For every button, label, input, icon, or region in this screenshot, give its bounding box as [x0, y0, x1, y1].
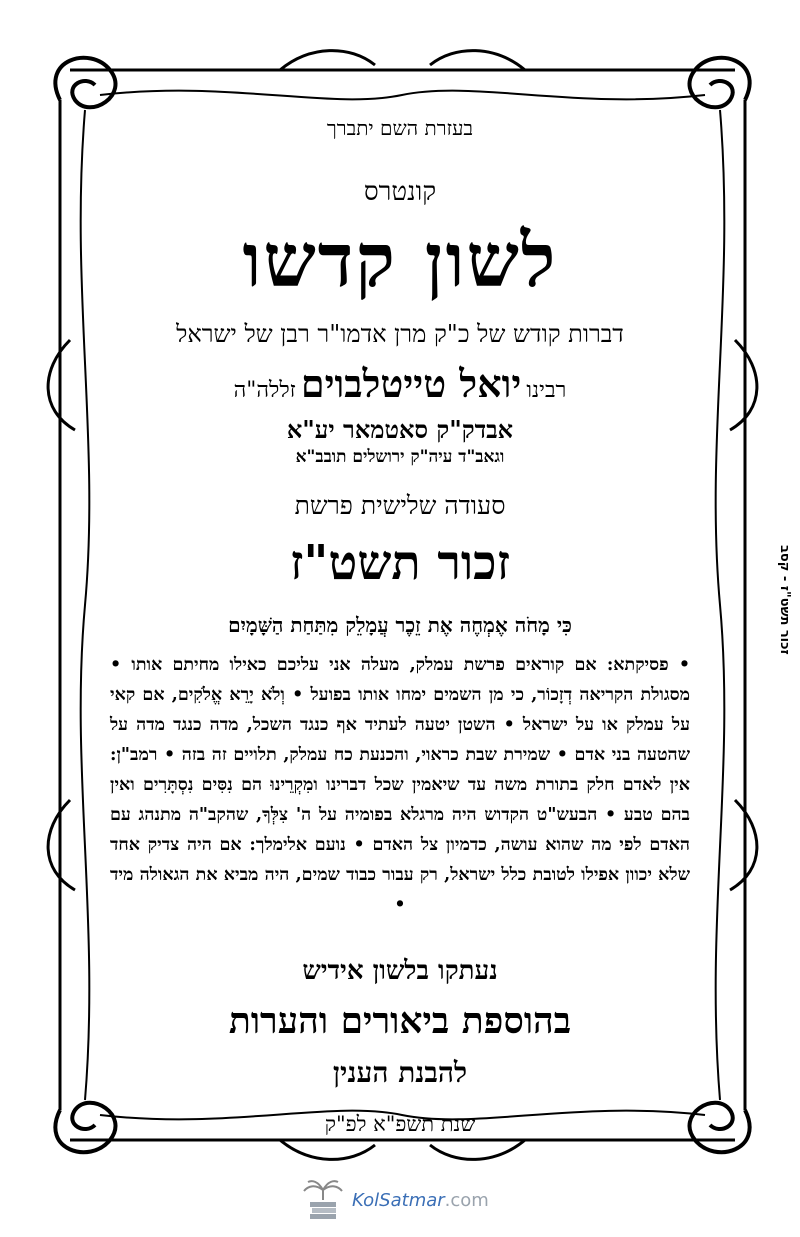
- kolsatmar-logo[interactable]: [300, 1178, 489, 1222]
- pasuk-line: כִּי מָחֹה אֶמְחֶה אֶת זֵכֶר עֲמָלֵק מִתַּחַת הַשָּׁמָיִם: [228, 613, 572, 638]
- rabbi-line: [110, 361, 690, 407]
- translation-line: נעתקו בלשון אידיש: [302, 956, 498, 987]
- vegavad-line: וגאב"ד עיה"ק ירושלים תובב"א: [295, 447, 505, 468]
- logo-wordmark: [352, 1190, 489, 1211]
- year-line: שנת תשפ"א לפ"ק: [324, 1112, 476, 1137]
- side-note: זכור תשט"ז - קסב: [777, 545, 792, 655]
- logo-tld: .com: [444, 1189, 489, 1211]
- parsha-title: זכור תשט"ז: [289, 535, 511, 592]
- seuda-line: סעודה שלישית פרשת: [294, 491, 506, 521]
- summary-paragraph: • פסיקתא: אם קוראים פרשת עמלק, מעלה אני עליכם כאילו מחיתם אותו • מסגולת הקריאה דְזָכוֹר, כי מן השמים ימחו אותו בפועל • וְלֹא יָרֵא אֱלֹקִים, אם קאי על עמלק או על ישראל • השטן יטעה לעתיד אף כנגד השכל, מדה כנגד מדה על שהטעה בני אדם • שמירת שבת כראוי, והכנעת כח עמלק, תלויים זה בזה • רמב"ן: אין לאדם חלק בתורת משה עד שיאמין שכל דברינו ומִקְרֵינוּ הם נִסִּים נִסְתָּרִים ואין בהם טבע • הבעש"ט הקדוש היה מרגלא בפומיה על ה' צִלְּךָ, שהקב"ה מתנהג עם האדם לפי מה שהוא עושה, כדמיון צל האדם • נועם אלימלך: אם היה צדיק אחד שלא יכוון אפילו לטובת כלל ישראל, רק עבור כבוד שמים, היה מביא את הגאולה מיד •: [110, 655, 690, 916]
- kuntres-label: קונטרס: [363, 177, 437, 207]
- title-page-content: [110, 110, 690, 1137]
- divrei-kodesh-line: דברות קודש של כ"ק מרן אדמו"ר רבן של ישראל: [176, 320, 624, 349]
- palm-tree-books-icon: [300, 1178, 346, 1222]
- rabbeinu-suffix: זללה"ה: [233, 378, 296, 404]
- avdak-line: אבדק"ק סאטמאר יע"א: [286, 415, 514, 445]
- rabbi-name: יואל טייטלבוים: [300, 361, 522, 407]
- besiyata-line: בעזרת השם יתברך: [326, 116, 474, 140]
- rabbeinu-prefix: רבינו: [526, 378, 567, 404]
- understanding-line: להבנת הענין: [332, 1056, 468, 1090]
- main-title: לשון קדשו: [242, 218, 558, 304]
- additions-line: בהוספת ביאורים והערות: [228, 1000, 572, 1043]
- logo-brand: KolSatmar: [352, 1189, 445, 1211]
